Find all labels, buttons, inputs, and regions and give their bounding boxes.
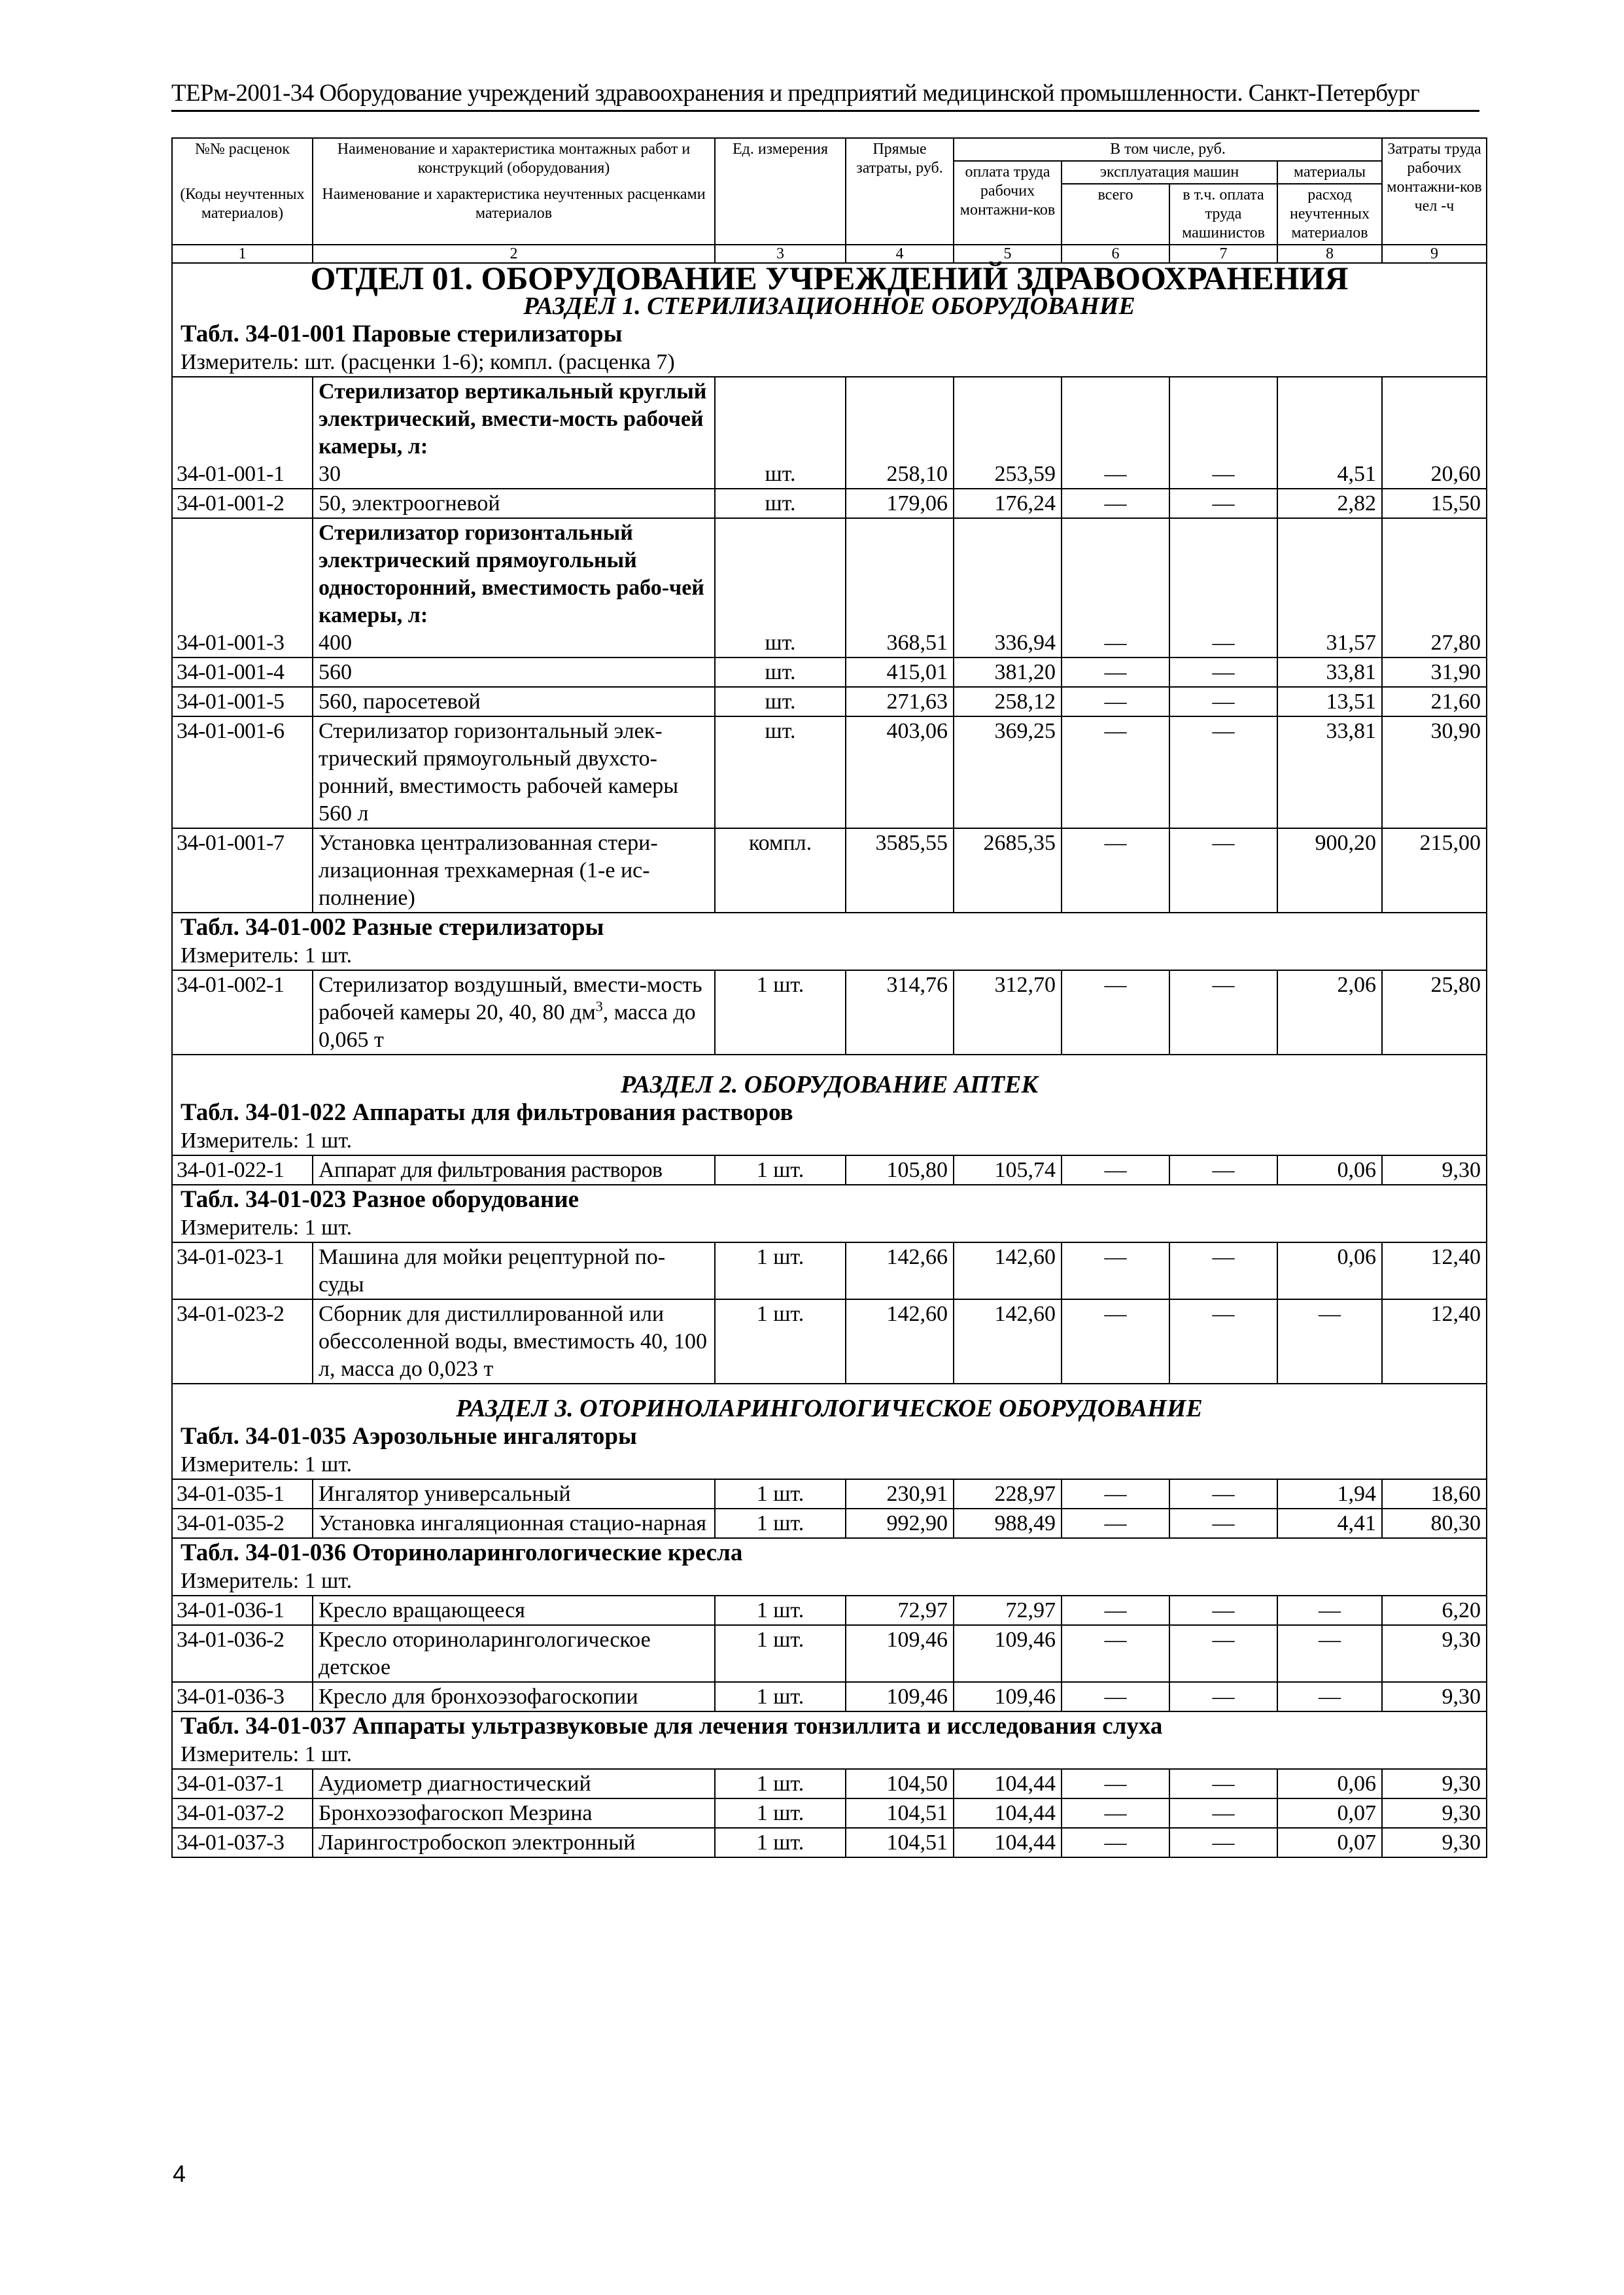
- machine-cost: —: [1062, 1299, 1169, 1384]
- direct-cost: 314,76: [846, 970, 954, 1055]
- machine-cost: —: [1062, 1596, 1169, 1625]
- unit: 1 шт.: [715, 1682, 846, 1711]
- header-code: №№ расценок: [172, 138, 313, 184]
- table-row: [172, 1596, 1487, 1625]
- item-name: Установка ингаляционная стацио-нарная: [313, 1509, 715, 1538]
- machine-cost: —: [1062, 1682, 1169, 1711]
- machine-labor: —: [1169, 1596, 1277, 1625]
- materials: 0,07: [1277, 1798, 1382, 1828]
- labor-cost: 104,44: [954, 1769, 1062, 1798]
- labor-cost: 381,20: [954, 657, 1062, 687]
- item-name: [313, 377, 715, 489]
- materials: 0,06: [1277, 1242, 1382, 1299]
- materials: 33,81: [1277, 716, 1382, 828]
- materials: 33,81: [1277, 657, 1382, 687]
- table-row: [172, 1828, 1487, 1857]
- unit: компл.: [715, 828, 846, 913]
- machine-labor: —: [1169, 1242, 1277, 1299]
- machine-cost: —: [1062, 377, 1169, 489]
- unit: шт.: [715, 657, 846, 687]
- unit: шт.: [715, 489, 846, 518]
- item-name: 50, электроогневой: [313, 489, 715, 518]
- header-row-1: [172, 138, 1487, 161]
- materials: 1,94: [1277, 1479, 1382, 1509]
- rate-code: 34-01-001-2: [172, 489, 313, 518]
- rate-code: 34-01-022-1: [172, 1155, 313, 1185]
- labor-hours: 21,60: [1382, 687, 1487, 716]
- header-group: В том числе, руб.: [954, 138, 1382, 161]
- materials: 900,20: [1277, 828, 1382, 913]
- machine-cost: —: [1062, 1155, 1169, 1185]
- table-row: [172, 1155, 1487, 1185]
- machine-labor: —: [1169, 1509, 1277, 1538]
- table-title: Табл. 34-01-022 Аппараты для фильтрования растворов: [172, 1098, 1487, 1127]
- materials: —: [1277, 1299, 1382, 1384]
- machine-labor: —: [1169, 716, 1277, 828]
- labor-hours: 27,80: [1382, 518, 1487, 657]
- rate-code: 34-01-001-4: [172, 657, 313, 687]
- machine-labor: —: [1169, 1828, 1277, 1857]
- materials: 31,57: [1277, 518, 1382, 657]
- direct-cost: 179,06: [846, 489, 954, 518]
- department-title: ОТДЕЛ 01. ОБОРУДОВАНИЕ УЧРЕЖДЕНИЙ ЗДРАВООХРАНЕНИЯ: [172, 263, 1487, 292]
- table-row: [172, 377, 1487, 489]
- labor-cost: 312,70: [954, 970, 1062, 1055]
- materials: —: [1277, 1682, 1382, 1711]
- unit: 1 шт.: [715, 970, 846, 1055]
- header-machines: эксплуатация машин: [1062, 161, 1277, 184]
- table-title: Табл. 34-01-035 Аэрозольные ингаляторы: [172, 1422, 1487, 1450]
- header-unit: Ед. измерения: [715, 138, 846, 245]
- rate-code: 34-01-001-3: [172, 518, 313, 657]
- labor-cost: 109,46: [954, 1625, 1062, 1682]
- machine-cost: —: [1062, 1242, 1169, 1299]
- table-row: [172, 970, 1487, 1055]
- materials: —: [1277, 1625, 1382, 1682]
- labor-cost: 228,97: [954, 1479, 1062, 1509]
- rate-code: 34-01-023-2: [172, 1299, 313, 1384]
- table-row: [172, 1769, 1487, 1798]
- labor-cost: 72,97: [954, 1596, 1062, 1625]
- machine-labor: —: [1169, 377, 1277, 489]
- rate-code: 34-01-037-1: [172, 1769, 313, 1798]
- direct-cost: 104,51: [846, 1798, 954, 1828]
- labor-hours: 9,30: [1382, 1155, 1487, 1185]
- group-heading: Стерилизатор горизонтальный электрический прямоугольный односторонний, вместимость рабо-чей камеры, л:: [319, 521, 704, 627]
- direct-cost: 104,51: [846, 1828, 954, 1857]
- labor-hours: 12,40: [1382, 1299, 1487, 1384]
- machine-labor: —: [1169, 1682, 1277, 1711]
- labor-hours: 31,90: [1382, 657, 1487, 687]
- rate-code: 34-01-036-3: [172, 1682, 313, 1711]
- item-name: Сборник для дистиллированной или обессоленной воды, вместимость 40, 100 л, масса до 0,023 т: [313, 1299, 715, 1384]
- labor-cost: 988,49: [954, 1509, 1062, 1538]
- col-num: 3: [715, 245, 846, 263]
- unit: 1 шт.: [715, 1242, 846, 1299]
- unit: шт.: [715, 687, 846, 716]
- direct-cost: 142,60: [846, 1299, 954, 1384]
- unit: 1 шт.: [715, 1155, 846, 1185]
- header-unaccounted: расход неучтенных материалов: [1277, 184, 1382, 245]
- item-name: Бронхоэзофагоскоп Мезрина: [313, 1798, 715, 1828]
- table-measure: Измеритель: 1 шт.: [172, 1740, 1487, 1769]
- direct-cost: 104,50: [846, 1769, 954, 1798]
- machine-cost: —: [1062, 1798, 1169, 1828]
- table-title: Табл. 34-01-001 Паровые стерилизаторы: [172, 320, 1487, 348]
- machine-labor: —: [1169, 687, 1277, 716]
- direct-cost: 230,91: [846, 1479, 954, 1509]
- header-name-alt: Наименование и характеристика неучтенных расценками материалов: [313, 184, 715, 245]
- table-title: Табл. 34-01-037 Аппараты ультразвуковые для лечения тонзиллита и исследования слуха: [172, 1711, 1487, 1740]
- table-measure: Измеритель: 1 шт.: [172, 1567, 1487, 1596]
- table-title: Табл. 34-01-036 Оториноларингологические кресла: [172, 1538, 1487, 1567]
- header-labor: оплата труда рабочих монтажни-ков: [954, 161, 1062, 245]
- table-row: [172, 1625, 1487, 1682]
- direct-cost: 3585,55: [846, 828, 954, 913]
- col-num: 1: [172, 245, 313, 263]
- labor-hours: 215,00: [1382, 828, 1487, 913]
- rate-code: 34-01-023-1: [172, 1242, 313, 1299]
- materials: 0,06: [1277, 1155, 1382, 1185]
- rate-code: 34-01-036-2: [172, 1625, 313, 1682]
- labor-hours: 25,80: [1382, 970, 1487, 1055]
- direct-cost: 109,46: [846, 1682, 954, 1711]
- item-name: Кресло оториноларингологическое детское: [313, 1625, 715, 1682]
- group-heading: Стерилизатор вертикальный круглый электрический, вмести-мость рабочей камеры, л:: [319, 379, 707, 459]
- labor-cost: 253,59: [954, 377, 1062, 489]
- col-num: 2: [313, 245, 715, 263]
- machine-labor: —: [1169, 1479, 1277, 1509]
- labor-cost: 142,60: [954, 1242, 1062, 1299]
- table-row: [172, 716, 1487, 828]
- section-title: РАЗДЕЛ 2. ОБОРУДОВАНИЕ АПТЕК: [172, 1055, 1487, 1098]
- direct-cost: 105,80: [846, 1155, 954, 1185]
- machine-labor: —: [1169, 828, 1277, 913]
- rate-code: 34-01-001-1: [172, 377, 313, 489]
- direct-cost: 992,90: [846, 1509, 954, 1538]
- labor-hours: 12,40: [1382, 1242, 1487, 1299]
- unit: 1 шт.: [715, 1625, 846, 1682]
- materials: 4,41: [1277, 1509, 1382, 1538]
- item-name: Установка централизованная стери-лизационная трехкамерная (1-е ис-полнение): [313, 828, 715, 913]
- labor-cost: 2685,35: [954, 828, 1062, 913]
- table-row: [172, 489, 1487, 518]
- machine-cost: —: [1062, 489, 1169, 518]
- labor-cost: 369,25: [954, 716, 1062, 828]
- table-row: [172, 1479, 1487, 1509]
- header-code-alt: (Коды неучтенных материалов): [172, 184, 313, 245]
- direct-cost: 368,51: [846, 518, 954, 657]
- item-name: Машина для мойки рецептурной по-суды: [313, 1242, 715, 1299]
- table-row: [172, 1242, 1487, 1299]
- header-name: Наименование и характеристика монтажных работ и конструкций (оборудования): [313, 138, 715, 184]
- table-measure: Измеритель: шт. (расценки 1-6); компл. (расценка 7): [172, 348, 1487, 377]
- header-hours: Затраты труда рабочих монтажни-ков чел -ч: [1382, 138, 1487, 245]
- materials: 4,51: [1277, 377, 1382, 489]
- labor-cost: 104,44: [954, 1828, 1062, 1857]
- machine-cost: —: [1062, 1509, 1169, 1538]
- labor-hours: 6,20: [1382, 1596, 1487, 1625]
- machine-labor: —: [1169, 970, 1277, 1055]
- item-name: 560, паросетевой: [313, 687, 715, 716]
- machine-labor: —: [1169, 657, 1277, 687]
- header-mach-total: всего: [1062, 184, 1169, 245]
- header-direct: Прямые затраты, руб.: [846, 138, 954, 245]
- labor-cost: 176,24: [954, 489, 1062, 518]
- machine-labor: —: [1169, 1299, 1277, 1384]
- item-name: Ларингостробоскоп электронный: [313, 1828, 715, 1857]
- table-row: [172, 828, 1487, 913]
- header-materials: материалы: [1277, 161, 1382, 184]
- machine-cost: —: [1062, 716, 1169, 828]
- unit: 1 шт.: [715, 1509, 846, 1538]
- labor-hours: 9,30: [1382, 1682, 1487, 1711]
- table-row: [172, 1509, 1487, 1538]
- table-measure: Измеритель: 1 шт.: [172, 1450, 1487, 1479]
- unit: 1 шт.: [715, 1798, 846, 1828]
- labor-hours: 9,30: [1382, 1769, 1487, 1798]
- table-row: [172, 657, 1487, 687]
- rate-code: 34-01-002-1: [172, 970, 313, 1055]
- item-name-text: Стерилизатор воздушный, вмести-мость рабочей камеры 20, 40, 80 дм: [319, 973, 702, 1025]
- direct-cost: 403,06: [846, 716, 954, 828]
- item-name: Кресло для бронхоэзофагоскопии: [313, 1682, 715, 1711]
- machine-cost: —: [1062, 518, 1169, 657]
- labor-hours: 20,60: [1382, 377, 1487, 489]
- rates-table: [171, 137, 1487, 1858]
- rate-code: 34-01-001-7: [172, 828, 313, 913]
- table-title: Табл. 34-01-002 Разные стерилизаторы: [172, 913, 1487, 941]
- machine-cost: —: [1062, 1828, 1169, 1857]
- item-name: 560: [313, 657, 715, 687]
- labor-cost: 336,94: [954, 518, 1062, 657]
- rate-code: 34-01-036-1: [172, 1596, 313, 1625]
- unit: 1 шт.: [715, 1299, 846, 1384]
- direct-cost: 415,01: [846, 657, 954, 687]
- labor-hours: 30,90: [1382, 716, 1487, 828]
- direct-cost: 142,66: [846, 1242, 954, 1299]
- machine-cost: —: [1062, 1625, 1169, 1682]
- machine-labor: —: [1169, 1769, 1277, 1798]
- machine-labor: —: [1169, 489, 1277, 518]
- section-title: РАЗДЕЛ 1. СТЕРИЛИЗАЦИОННОЕ ОБОРУДОВАНИЕ: [172, 292, 1487, 320]
- labor-hours: 18,60: [1382, 1479, 1487, 1509]
- labor-hours: 15,50: [1382, 489, 1487, 518]
- materials: 2,06: [1277, 970, 1382, 1055]
- labor-cost: 258,12: [954, 687, 1062, 716]
- materials: 0,07: [1277, 1828, 1382, 1857]
- table-measure: Измеритель: 1 шт.: [172, 1127, 1487, 1155]
- table-row: [172, 1682, 1487, 1711]
- labor-cost: 142,60: [954, 1299, 1062, 1384]
- machine-labor: —: [1169, 518, 1277, 657]
- unit: шт.: [715, 377, 846, 489]
- machine-cost: —: [1062, 657, 1169, 687]
- unit: 1 шт.: [715, 1769, 846, 1798]
- item-spec: 30: [319, 462, 341, 486]
- unit: шт.: [715, 518, 846, 657]
- direct-cost: 109,46: [846, 1625, 954, 1682]
- unit: 1 шт.: [715, 1479, 846, 1509]
- machine-labor: —: [1169, 1155, 1277, 1185]
- table-row: [172, 1299, 1487, 1384]
- direct-cost: 72,97: [846, 1596, 954, 1625]
- item-name: Кресло вращающееся: [313, 1596, 715, 1625]
- page-header: ТЕРм-2001-34 Оборудование учреждений здравоохранения и предприятий медицинской промышленности. Санкт-Петербург: [171, 80, 1420, 107]
- direct-cost: 271,63: [846, 687, 954, 716]
- materials: 13,51: [1277, 687, 1382, 716]
- item-name: [313, 970, 715, 1055]
- materials: 0,06: [1277, 1769, 1382, 1798]
- col-num: 7: [1169, 245, 1277, 263]
- table-row: [172, 1798, 1487, 1828]
- table-title: Табл. 34-01-023 Разное оборудование: [172, 1185, 1487, 1214]
- table-row: [172, 687, 1487, 716]
- section-title: РАЗДЕЛ 3. ОТОРИНОЛАРИНГОЛОГИЧЕСКОЕ ОБОРУДОВАНИЕ: [172, 1384, 1487, 1422]
- machine-cost: —: [1062, 970, 1169, 1055]
- item-name: Стерилизатор горизонтальный элек-трический прямоугольный двухсто-ронний, вместимость рабочей камеры 560 л: [313, 716, 715, 828]
- machine-cost: —: [1062, 687, 1169, 716]
- rate-code: 34-01-037-3: [172, 1828, 313, 1857]
- superscript: 3: [595, 998, 603, 1015]
- table-measure: Измеритель: 1 шт.: [172, 1214, 1487, 1242]
- item-name: [313, 518, 715, 657]
- item-name-text: , масса до 0,065 т: [319, 1000, 696, 1052]
- rate-code: 34-01-001-5: [172, 687, 313, 716]
- table-measure: Измеритель: 1 шт.: [172, 941, 1487, 970]
- col-num: 6: [1062, 245, 1169, 263]
- materials: —: [1277, 1596, 1382, 1625]
- unit: 1 шт.: [715, 1828, 846, 1857]
- item-spec: 400: [319, 631, 352, 655]
- col-num: 4: [846, 245, 954, 263]
- rate-code: 34-01-035-2: [172, 1509, 313, 1538]
- rate-code: 34-01-001-6: [172, 716, 313, 828]
- labor-hours: 80,30: [1382, 1509, 1487, 1538]
- header-rule: [171, 110, 1479, 112]
- labor-cost: 109,46: [954, 1682, 1062, 1711]
- col-num: 8: [1277, 245, 1382, 263]
- machine-cost: —: [1062, 1479, 1169, 1509]
- direct-cost: 258,10: [846, 377, 954, 489]
- labor-hours: 9,30: [1382, 1798, 1487, 1828]
- labor-hours: 9,30: [1382, 1625, 1487, 1682]
- rate-code: 34-01-035-1: [172, 1479, 313, 1509]
- item-name: Аппарат для фильтрования растворов: [313, 1155, 715, 1185]
- machine-labor: —: [1169, 1798, 1277, 1828]
- col-num: 5: [954, 245, 1062, 263]
- table-row: [172, 518, 1487, 657]
- header-mach-labor: в т.ч. оплата труда машинистов: [1169, 184, 1277, 245]
- labor-cost: 104,44: [954, 1798, 1062, 1828]
- col-num: 9: [1382, 245, 1487, 263]
- machine-cost: —: [1062, 828, 1169, 913]
- unit: шт.: [715, 716, 846, 828]
- item-name: Аудиометр диагностический: [313, 1769, 715, 1798]
- item-name: Ингалятор универсальный: [313, 1479, 715, 1509]
- machine-labor: —: [1169, 1625, 1277, 1682]
- labor-cost: 105,74: [954, 1155, 1062, 1185]
- rate-code: 34-01-037-2: [172, 1798, 313, 1828]
- materials: 2,82: [1277, 489, 1382, 518]
- unit: 1 шт.: [715, 1596, 846, 1625]
- machine-cost: —: [1062, 1769, 1169, 1798]
- labor-hours: 9,30: [1382, 1828, 1487, 1857]
- page-number: 4: [173, 2160, 186, 2187]
